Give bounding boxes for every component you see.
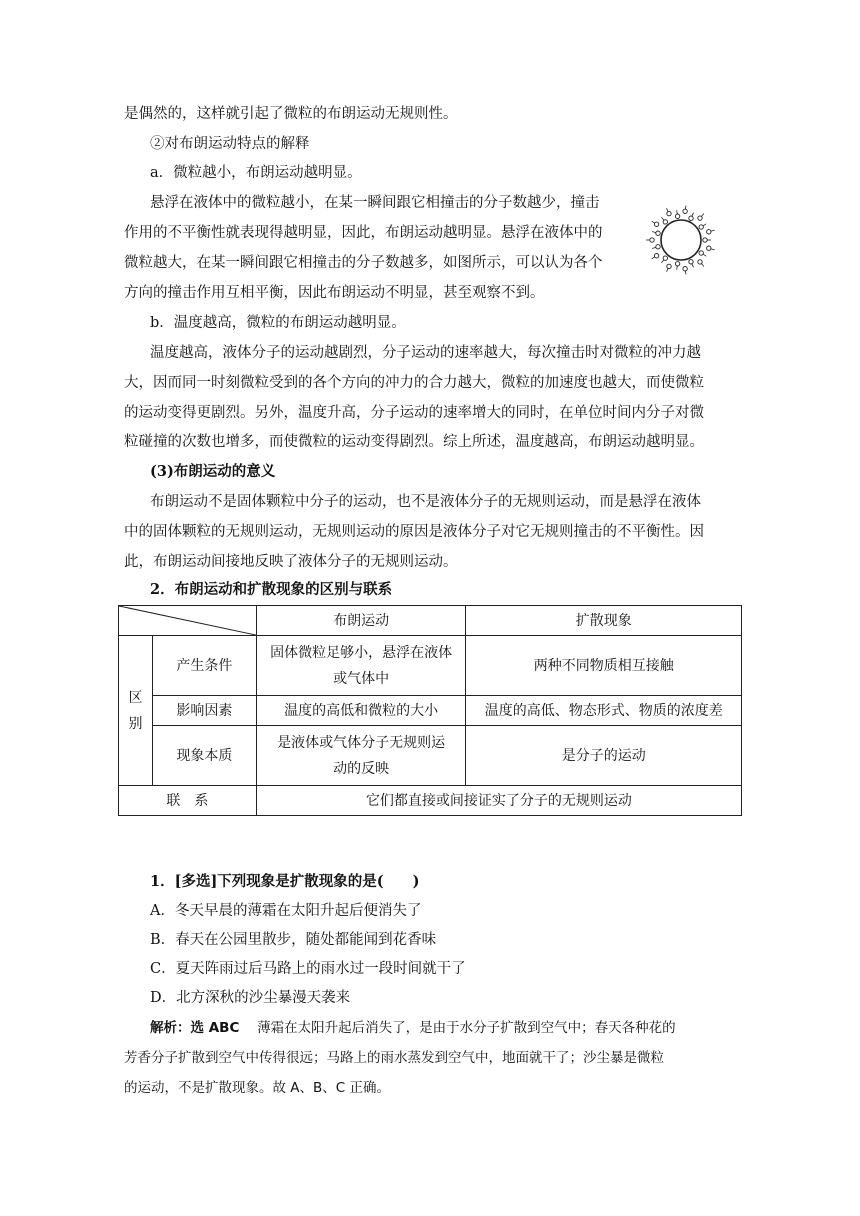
molecule-dot — [689, 260, 693, 264]
molecule-dot — [654, 254, 658, 258]
point-b-title: b．温度越高，微粒的布朗运动越明显。 — [150, 315, 406, 331]
table-cell: 温度的高低、物态形式、物质的浓度差 — [466, 696, 742, 726]
molecule-tail — [652, 232, 656, 233]
table-cell — [256, 636, 466, 696]
point-a-line: 方向的撞击作用互相平衡，因此布朗运动不明显，甚至观察不到。 — [124, 285, 545, 301]
option-a: A．冬天早晨的薄霜在太阳升起后便消失了 — [150, 903, 422, 919]
option-c: C．夏天阵雨过后马路上的雨水过一段时间就干了 — [150, 961, 466, 977]
intro-line: 是偶然的，这样就引起了微粒的布朗运动无规则性。 — [124, 106, 458, 122]
particle-collision-figure — [640, 200, 722, 280]
molecule-tail — [703, 254, 706, 256]
molecule-dot — [667, 264, 671, 268]
molecule-dot — [707, 246, 711, 250]
section3-title: (3)布朗运动的意义 — [150, 463, 276, 480]
point-a-line: 微粒越大，在某一瞬间跟它相撞击的分子数越多，如图所示，可以认为各个 — [124, 255, 603, 271]
comparison-table — [118, 605, 742, 816]
point-b-line: 温度越高，液体分子的运动越剧烈，分子运动的速率越大，每次撞击时对微粒的冲力越 — [150, 345, 701, 361]
section3-line: 布朗运动不是固体颗粒中分子的运动，也不是液体分子的无规则运动，而是悬浮在液体 — [150, 494, 701, 510]
molecule-dot — [654, 222, 658, 226]
molecule-tail — [711, 249, 715, 250]
molecule-dot — [675, 214, 679, 218]
molecule-tail — [692, 213, 694, 217]
molecule-dot — [689, 216, 693, 220]
table-cell — [256, 726, 466, 786]
table-cell: 两种不同物质相互接触 — [466, 636, 742, 696]
table-header-row — [119, 606, 742, 636]
molecule-dot — [699, 251, 703, 255]
cell-text: 或气体中 — [333, 670, 390, 687]
table-row-label: 产生条件 — [152, 636, 256, 696]
table-row — [119, 696, 742, 726]
molecule-dot — [667, 211, 671, 215]
molecule-tail — [692, 264, 694, 268]
molecule-tail — [703, 224, 706, 226]
table-row-label: 现象本质 — [152, 726, 256, 786]
table-row — [119, 726, 742, 786]
question-stem: 1．[多选]下列现象是扩散现象的是( ) — [150, 873, 420, 890]
cell-text: 是液体或气体分子无规则运 — [277, 734, 446, 751]
point-b-line: 的运动变得更剧烈。另外，温度升高，分子运动的速率增大的同时，在单位时间内分子对微 — [124, 405, 704, 421]
option-b: B．春天在公园里散步，随处都能闻到花香味 — [150, 932, 437, 948]
molecule-dot — [703, 238, 707, 242]
sub-heading: ②对布朗运动特点的解释 — [150, 136, 310, 152]
table-link-row — [119, 786, 742, 816]
table-link-label: 联 系 — [119, 786, 257, 816]
molecule-dot — [656, 231, 660, 235]
molecule-dot — [683, 267, 687, 271]
answer-text: 薄霜在太阳升起后消失了，是由于水分子扩散到空气中；春天各种花的 — [257, 1020, 676, 1036]
molecule-dot — [707, 230, 711, 234]
answer-label: 解析：选 ABC — [150, 1020, 240, 1036]
table-header-diffusion: 扩散现象 — [466, 606, 742, 636]
point-b-line: 大，因而同一时刻微粒受到的各个方向的冲力的合力越大，微粒的加速度也越大，而使微粒 — [124, 375, 704, 391]
molecule-dot — [675, 262, 679, 266]
group-label-char: 区 — [128, 689, 143, 706]
point-b-line: 粒碰撞的次数也增多，而使微粒的运动变得剧烈。综上所述，温度越高，布朗运动越明显。 — [124, 434, 704, 450]
molecule-tail — [652, 247, 656, 248]
molecule-dot — [656, 245, 660, 249]
molecule-tail — [667, 208, 669, 212]
molecule-tail — [661, 260, 664, 263]
molecule-dot — [699, 225, 703, 229]
molecule-tail — [685, 271, 686, 275]
molecule-tail — [661, 217, 664, 220]
table-header-brownian: 布朗运动 — [256, 606, 466, 636]
answer-line: 的运动，不是扩散现象。故 A、B、C 正确。 — [124, 1080, 391, 1096]
molecules-diagram — [640, 200, 722, 280]
table-row-label: 影响因素 — [152, 696, 256, 726]
table-cell: 温度的高低和微粒的大小 — [256, 696, 466, 726]
cell-text: 固体微粒足够小，悬浮在液体 — [270, 644, 453, 661]
diagonal-line — [119, 606, 256, 635]
section2-title: 2．布朗运动和扩散现象的区别与联系 — [150, 581, 393, 598]
point-a-line: 悬浮在液体中的微粒越小，在某一瞬间跟它相撞击的分子数越少，撞击 — [150, 195, 600, 211]
molecule-tail — [685, 205, 686, 209]
answer-line: 芳香分子扩散到空气中传得很远；马路上的雨水蒸发到空气中，地面就干了；沙尘暴是微粒 — [124, 1050, 664, 1066]
section3-line: 中的固体颗粒的无规则运动，无规则运动的原因是液体分子对它无规则撞击的不平衡性。因 — [124, 524, 704, 540]
point-a-title: a．微粒越小，布朗运动越明显。 — [150, 165, 362, 181]
molecule-tail — [701, 214, 704, 217]
molecule-tail — [652, 257, 655, 259]
molecule-dot — [650, 238, 654, 242]
table-group-label — [119, 636, 153, 786]
molecule-tail — [701, 263, 704, 266]
molecule-tail — [652, 221, 655, 223]
point-a-line: 作用的不平衡性就表现得越明显，因此，布朗运动越明显。悬浮在液体中的 — [124, 225, 603, 241]
molecule-tail — [711, 230, 715, 231]
option-d: D．北方深秋的沙尘暴漫天袭来 — [150, 990, 351, 1006]
particle-circle — [661, 220, 701, 260]
table-row — [119, 636, 742, 696]
molecule-tail — [667, 268, 669, 272]
table-link-text: 它们都直接或间接证实了分子的无规则运动 — [256, 786, 741, 816]
answer-line — [150, 1018, 676, 1038]
cell-text: 动的反映 — [333, 760, 390, 777]
table-corner-cell — [119, 606, 257, 636]
table-cell: 是分子的运动 — [466, 726, 742, 786]
section3-line: 此，布朗运动间接地反映了液体分子的无规则运动。 — [124, 554, 458, 570]
group-label-char: 别 — [128, 715, 143, 732]
molecule-dot — [683, 209, 687, 213]
